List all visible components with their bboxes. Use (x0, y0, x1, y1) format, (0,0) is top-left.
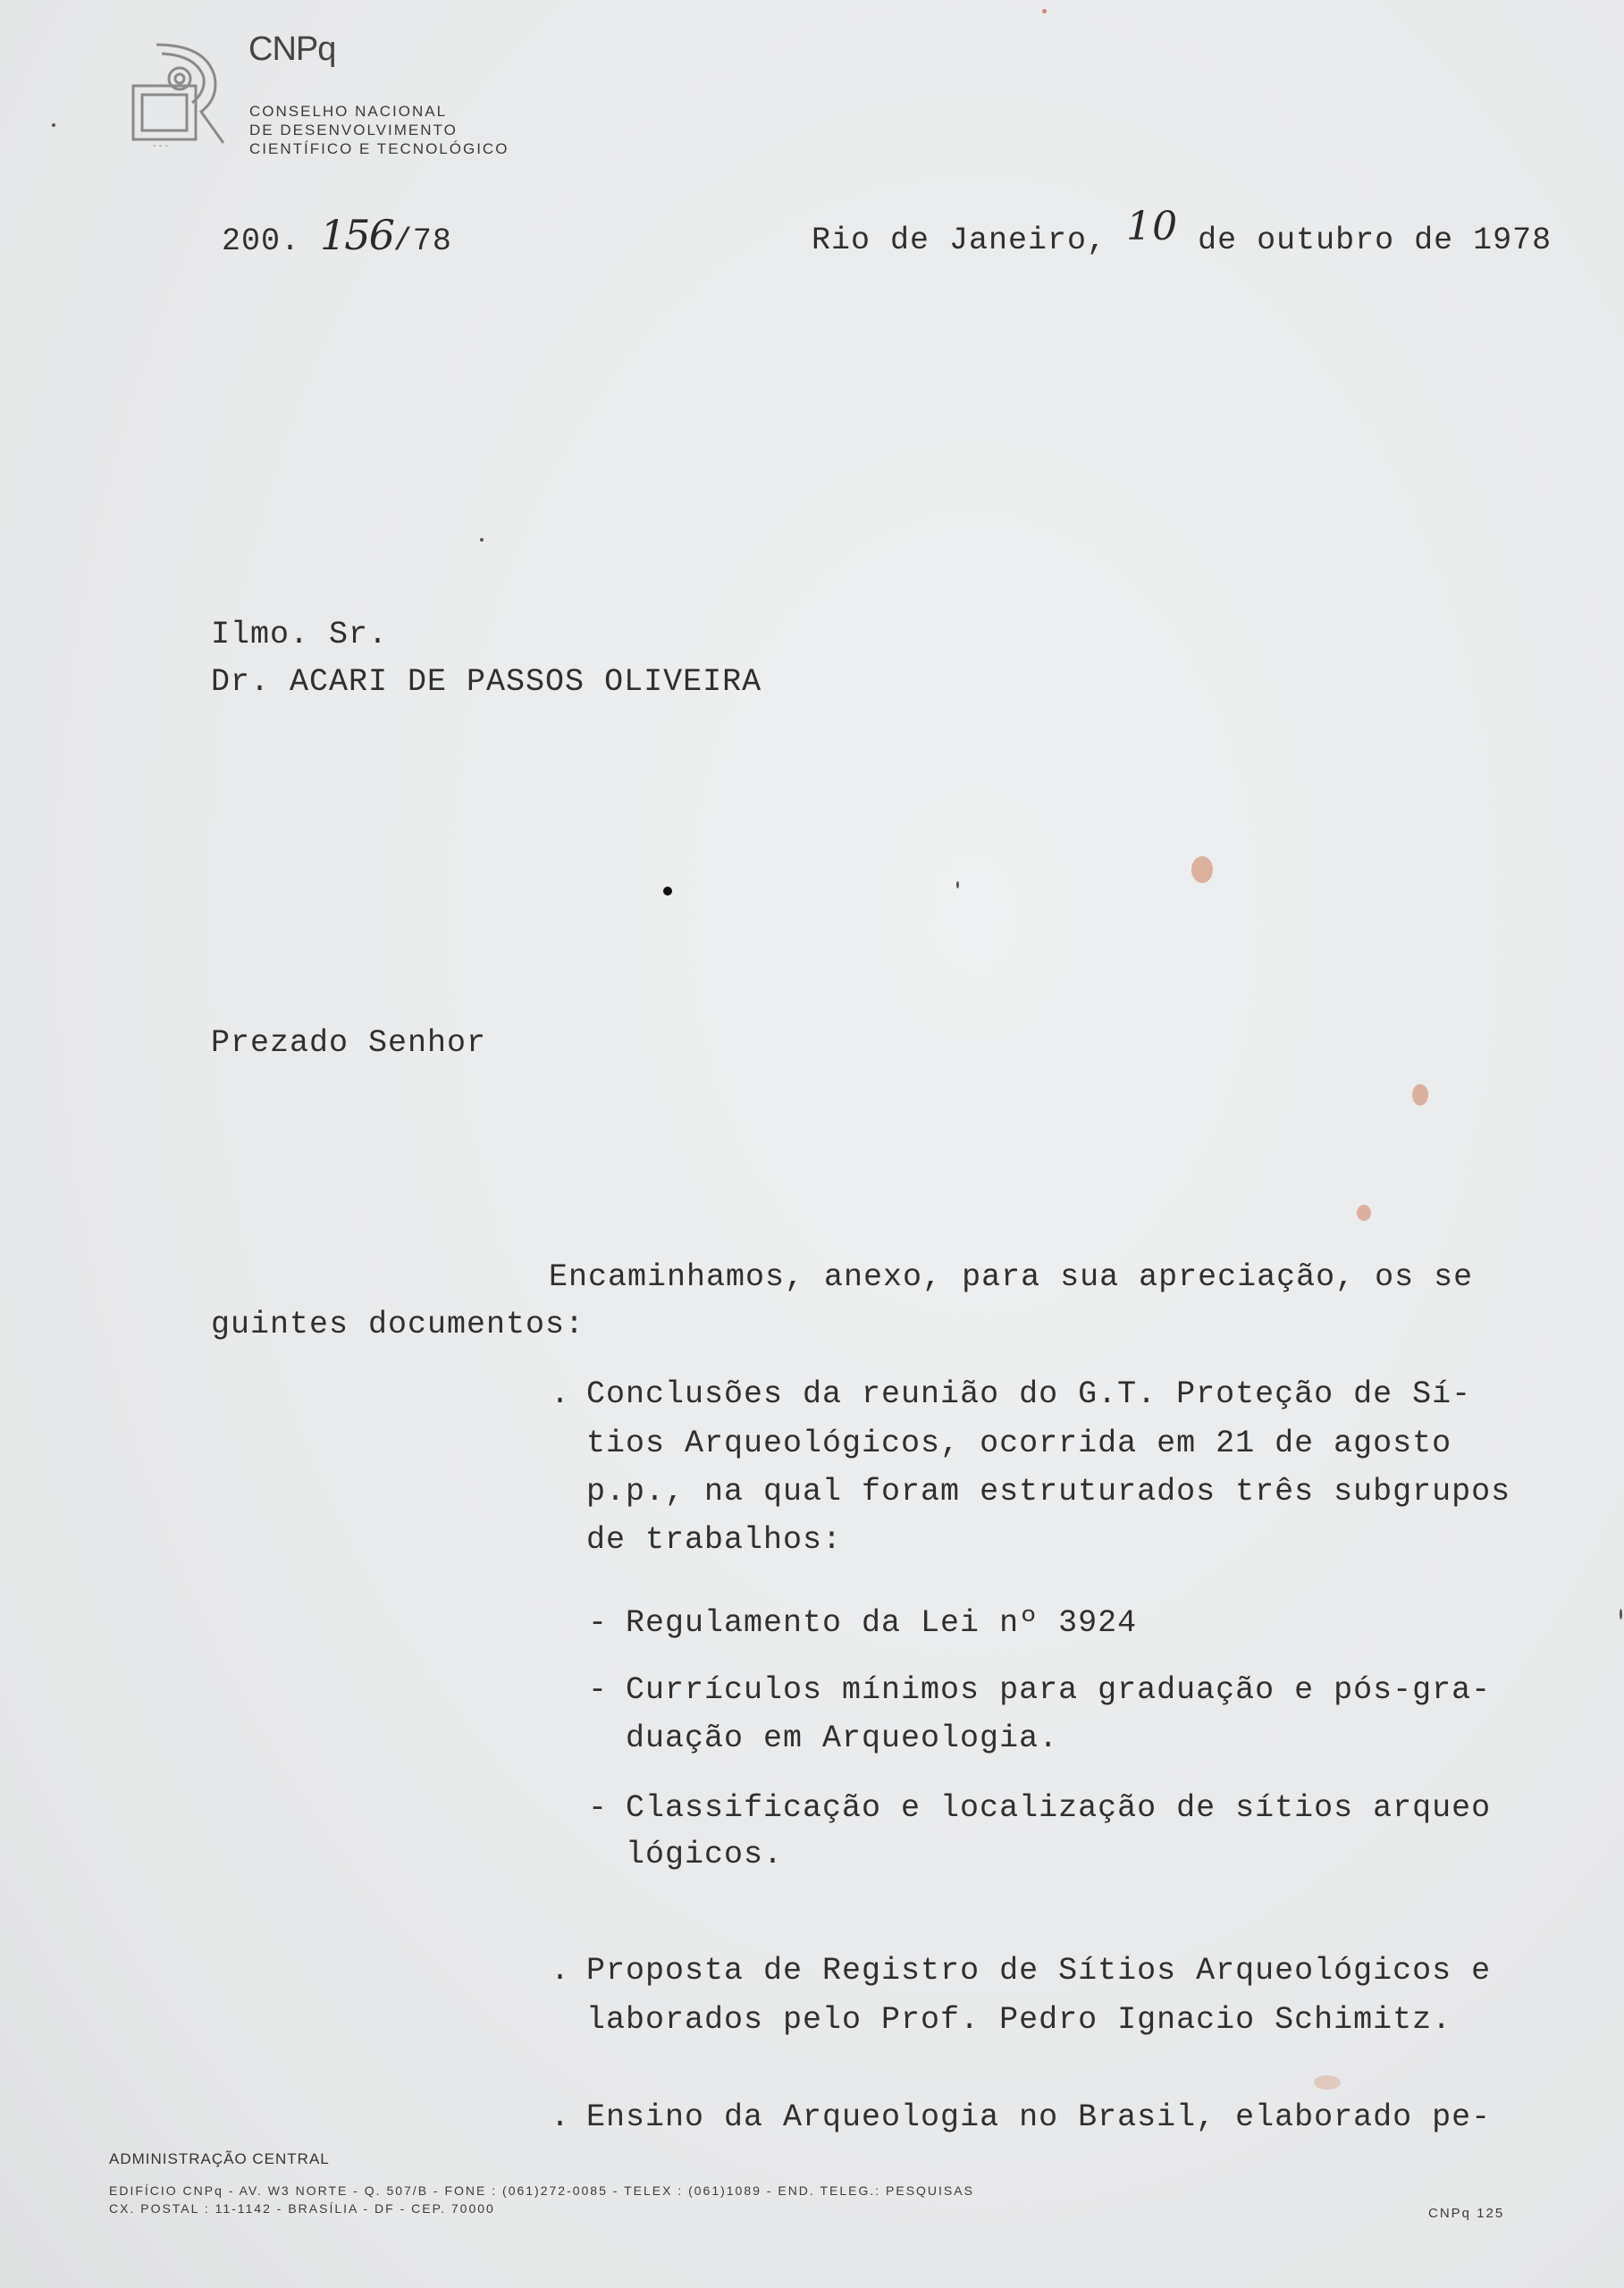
logo-text: CNPq (248, 30, 336, 68)
cnpq-emblem-icon (121, 36, 232, 152)
footer-title: ADMINISTRAÇÃO CENTRAL (109, 2150, 330, 2167)
reference-suffix: /78 (392, 223, 452, 259)
ink-speck (480, 538, 484, 542)
body-intro-line-2: guintes documentos: (211, 1307, 585, 1342)
cnpq-logo (121, 36, 232, 152)
subitem-1-dash: - (588, 1605, 609, 1641)
body-intro-line-1: Encaminhamos, anexo, para sua apreciação, os se (549, 1259, 1474, 1295)
item-3-bullet: . (551, 2099, 571, 2135)
item-2-line-1: Proposta de Registro de Sítios Arqueológicos e (586, 1953, 1492, 1989)
footer-address-line-2: CX. POSTAL : 11-1142 - BRASÍLIA - DF - CEP. 70000 (109, 2201, 495, 2216)
stain-spot (1412, 1084, 1428, 1106)
item-2-bullet: . (551, 1953, 571, 1989)
date-suffix: de outubro de 1978 (1198, 223, 1552, 258)
date-handwritten-day: 10 (1126, 204, 1179, 249)
addressee-name: Dr. ACARI DE PASSOS OLIVEIRA (211, 664, 762, 700)
ink-speck (1620, 1609, 1622, 1619)
stain-spot (1314, 2075, 1341, 2090)
subitem-2-dash: - (588, 1672, 609, 1708)
subitem-3-line-1: Classificação e localização de sítios arqueo (626, 1790, 1492, 1826)
subitem-2-line-1: Currículos mínimos para graduação e pós-gra- (626, 1672, 1492, 1708)
subitem-2-line-2: duação em Arqueologia. (626, 1720, 1059, 1756)
svg-text:- - -: - - - (153, 140, 169, 151)
item-1-line-2: tios Arqueológicos, ocorrida em 21 de agosto (586, 1426, 1452, 1461)
footer-address-line-1: EDIFÍCIO CNPq - AV. W3 NORTE - Q. 507/B - FONE : (061)272-0085 - TELEX : (061)1089 - END. TELEG.: PESQUISAS (109, 2183, 974, 2198)
letter-date (812, 204, 1552, 258)
date-prefix: Rio de Janeiro, (812, 223, 1107, 258)
stain-spot (1357, 1205, 1371, 1221)
reference-number (222, 211, 452, 259)
reference-handwritten-number: 156 (320, 211, 393, 259)
ink-speck (1042, 9, 1047, 13)
ink-speck (52, 123, 55, 127)
stain-spot (1191, 856, 1213, 883)
item-1-bullet: . (551, 1376, 571, 1412)
addressee-salutation: Ilmo. Sr. (211, 617, 389, 652)
org-name-line-3: CIENTÍFICO E TECNOLÓGICO (249, 140, 509, 157)
ink-speck (956, 881, 959, 888)
item-1-line-1: Conclusões da reunião do G.T. Proteção de Sí- (586, 1376, 1472, 1412)
item-1-line-4: de trabalhos: (586, 1522, 843, 1558)
greeting: Prezado Senhor (211, 1025, 487, 1061)
item-1-line-3: p.p., na qual foram estruturados três subgrupos (586, 1474, 1511, 1510)
item-2-line-2: laborados pelo Prof. Pedro Ignacio Schimitz. (586, 2002, 1452, 2038)
subitem-3-line-2: lógicos. (626, 1837, 784, 1872)
ink-speck (663, 887, 672, 896)
form-code: CNPq 125 (1428, 2206, 1505, 2221)
reference-prefix: 200. (222, 223, 301, 259)
org-name-line-2: DE DESENVOLVIMENTO (249, 122, 458, 139)
org-name-line-1: CONSELHO NACIONAL (249, 103, 448, 120)
subitem-3-dash: - (588, 1790, 609, 1826)
item-3-line-1: Ensino da Arqueologia no Brasil, elaborado pe- (586, 2099, 1492, 2135)
subitem-1-line-1: Regulamento da Lei nº 3924 (626, 1605, 1138, 1641)
